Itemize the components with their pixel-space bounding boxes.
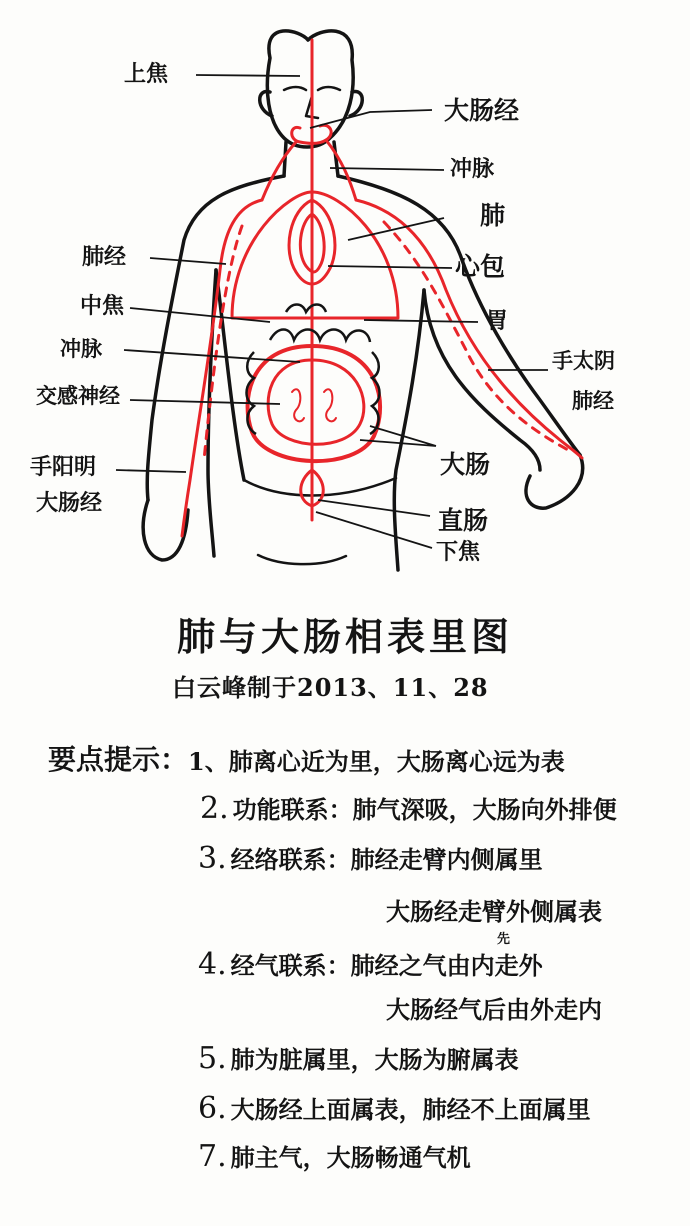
label-zhongjiao: 中焦 bbox=[80, 293, 125, 319]
label-fei: 肺 bbox=[480, 201, 506, 230]
label-wei: 胃 bbox=[486, 308, 509, 334]
note-text: 经气联系：肺经之气由内走外 bbox=[230, 951, 543, 980]
note-number: 6. bbox=[198, 1091, 227, 1126]
note-number: 3. bbox=[198, 841, 227, 876]
note-text: 大肠经上面属表，肺经不上面属里 bbox=[230, 1095, 591, 1124]
note-text: 经络联系：肺经走臂内侧属里 bbox=[230, 845, 543, 874]
note-text: 功能联系：肺气深吸，大肠向外排便 bbox=[232, 795, 617, 824]
note-number: 7. bbox=[198, 1139, 227, 1174]
author-date: 白云峰制于2013、11、28 bbox=[172, 673, 489, 702]
label-shouyangming-2: 大肠经 bbox=[36, 490, 103, 516]
note-text: 肺主气，大肠畅通气机 bbox=[230, 1143, 471, 1172]
label-feijing: 肺经 bbox=[82, 244, 127, 270]
note-item-6 bbox=[198, 1090, 591, 1126]
note-item-4-line-2: 大肠经气后由外走内 bbox=[386, 995, 602, 1024]
note-item-7 bbox=[198, 1138, 471, 1174]
label-dachang: 大肠 bbox=[440, 450, 491, 479]
label-shoutaiyin-1: 手太阴 bbox=[552, 348, 615, 373]
note-number: 5. bbox=[198, 1041, 227, 1076]
note-superscript: 先 bbox=[497, 932, 511, 947]
note-number: 1、 bbox=[188, 747, 229, 776]
note-item-1 bbox=[188, 742, 565, 777]
note-text: 肺离心近为里，大肠离心远为表 bbox=[228, 747, 565, 776]
label-shangjiao: 上焦 bbox=[124, 61, 169, 87]
note-item-4 bbox=[198, 946, 543, 982]
figure-title: 肺与大肠相表里图 bbox=[176, 614, 513, 659]
label-jiaogan: 交感神经 bbox=[36, 383, 120, 408]
note-item-5 bbox=[198, 1040, 519, 1076]
label-shoutaiyin-2: 肺经 bbox=[572, 388, 614, 413]
note-text: 肺为脏属里，大肠为腑属表 bbox=[230, 1045, 519, 1074]
label-dachangjing-top: 大肠经 bbox=[444, 96, 520, 125]
label-xiajiao: 下焦 bbox=[436, 539, 481, 565]
label-xinbao: 心包 bbox=[455, 252, 506, 281]
note-item-2 bbox=[200, 790, 617, 826]
label-zhichang: 直肠 bbox=[438, 506, 489, 535]
label-chongmai-top: 冲脉 bbox=[450, 156, 495, 182]
note-item-3 bbox=[198, 840, 543, 876]
label-shouyangming-1: 手阳明 bbox=[30, 454, 97, 480]
note-number: 2. bbox=[200, 791, 229, 826]
body-diagram bbox=[0, 0, 690, 590]
notes-heading: 要点提示： bbox=[48, 743, 189, 776]
note-number: 4. bbox=[198, 947, 227, 982]
note-item-3-line-2: 大肠经走臂外侧属表 bbox=[386, 897, 602, 926]
label-chongmai-mid: 冲脉 bbox=[60, 336, 102, 361]
